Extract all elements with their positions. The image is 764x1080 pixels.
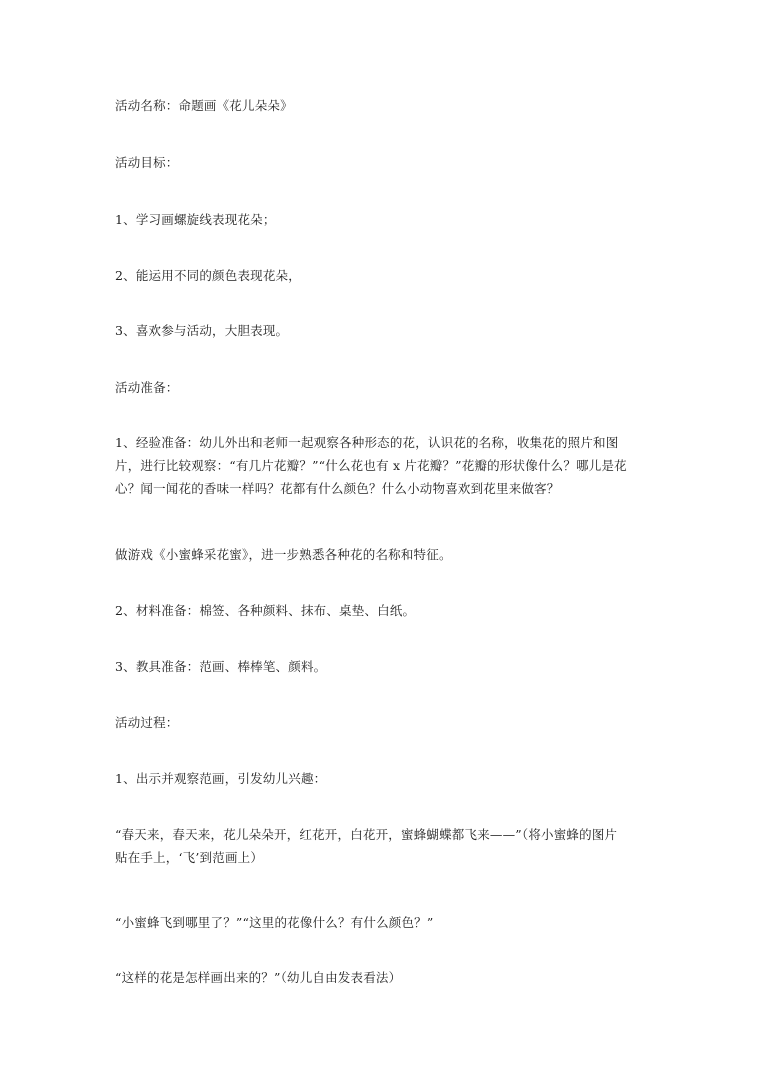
prep-heading: 活动准备： [115, 380, 179, 395]
prep-item-1: 1、经验准备：幼儿外出和老师一起观察各种形态的花，认识花的名称，收集花的照片和图 片，进行比较观察：“有几片花瓣？”“什么花也有 x 片花瓣？”花瓣的形状像什么？哪儿是花 心？闻一闻花的香味一样吗？花都有什么颜色？什么小动物喜欢到花里来做客？ [115, 435, 627, 496]
activity-name: 活动名称：命题画《花儿朵朵》 [115, 98, 293, 113]
prep-item-2: 2、材料准备：棉签、各种颜料、抹布、桌垫、白纸。 [115, 603, 416, 618]
goal-item-2: 2、能运用不同的颜色表现花朵， [115, 268, 301, 283]
goal-item-3: 3、喜欢参与活动，大胆表现。 [115, 323, 289, 338]
quote-2: “小蜜蜂飞到哪里了？”“这里的花像什么？有什么颜色？” [115, 915, 434, 930]
quote-3: “这样的花是怎样画出来的？”（幼儿自由发表看法） [115, 970, 402, 985]
process-heading: 活动过程： [115, 715, 179, 730]
process-item-1: 1、出示并观察范画，引发幼儿兴趣： [115, 771, 327, 786]
quote-1: “春天来，春天来，花儿朵朵开，红花开，白花开，蜜蜂蝴蝶都飞来——”（将小蜜蜂的图片 贴在手上，‘飞’到范画上） [115, 827, 618, 865]
goal-item-1: 1、学习画螺旋线表现花朵； [115, 212, 276, 227]
prep-item-3: 3、教具准备：范画、棒棒笔、颜料。 [115, 659, 327, 674]
goals-heading: 活动目标： [115, 155, 179, 170]
game-paragraph: 做游戏《小蜜蜂采花蜜》，进一步熟悉各种花的名称和特征。 [115, 547, 452, 562]
